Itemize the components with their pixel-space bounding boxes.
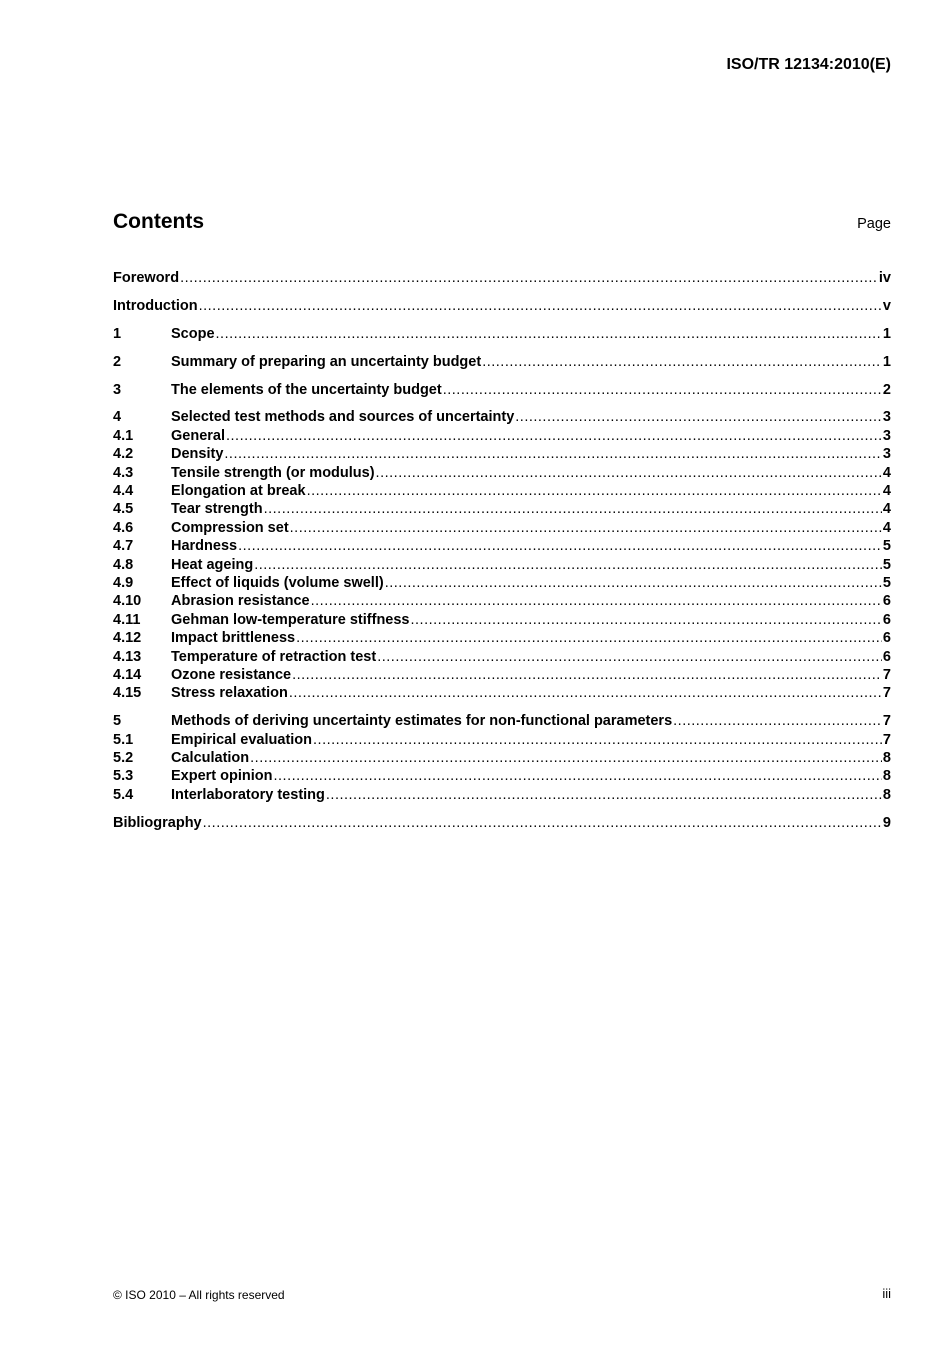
toc-dot-leader	[307, 482, 882, 500]
toc-entry-page: 1	[882, 325, 891, 342]
toc-entry-title: Effect of liquids (volume swell)	[171, 574, 384, 591]
toc-entry-number: 5.1	[113, 731, 134, 748]
toc-entry-title: Stress relaxation	[171, 685, 288, 702]
toc-entry[interactable]	[113, 269, 891, 287]
toc-dot-leader	[226, 427, 882, 445]
toc-entry-title: Calculation	[171, 749, 250, 766]
toc-entry-title: Tear strength	[171, 501, 263, 518]
toc-entry-page: 7	[882, 731, 891, 748]
toc-entry-title: Scope	[171, 325, 215, 342]
toc-dot-leader	[274, 767, 882, 785]
toc-entry-title: Heat ageing	[171, 556, 254, 573]
toc-entry-number: 3	[113, 381, 122, 398]
toc-entry[interactable]	[113, 786, 891, 804]
toc-entry-number: 4	[113, 409, 122, 426]
toc-entry-number: 4.12	[113, 630, 142, 647]
toc-dot-leader	[216, 325, 882, 343]
toc-entry-page: 8	[882, 786, 891, 803]
toc-entry-number: 5.3	[113, 768, 134, 785]
toc-entry-number: 4.4	[113, 483, 134, 500]
toc-dot-leader	[313, 731, 882, 749]
toc-entry-number: 4.2	[113, 446, 134, 463]
toc-entry[interactable]	[113, 814, 891, 832]
toc-entry[interactable]	[113, 767, 891, 785]
toc-dot-leader	[326, 786, 882, 804]
toc-entry[interactable]	[113, 749, 891, 767]
toc-dot-leader	[482, 353, 882, 371]
toc-entry[interactable]	[113, 712, 891, 730]
toc-dot-leader	[377, 648, 882, 666]
toc-dot-leader	[385, 574, 882, 592]
toc-entry-title: Tensile strength (or modulus)	[171, 464, 375, 481]
toc-entry[interactable]	[113, 445, 891, 463]
toc-entry-title: Impact brittleness	[171, 630, 296, 647]
toc-dot-leader	[292, 666, 882, 684]
toc-entry-page: iv	[878, 270, 891, 286]
toc-entry[interactable]	[113, 592, 891, 610]
toc-entry-page: 7	[882, 685, 891, 702]
toc-entry-page: 4	[882, 464, 891, 481]
toc-dot-leader	[376, 464, 882, 482]
toc-entry-number: 4.15	[113, 685, 142, 702]
toc-dot-leader	[254, 556, 882, 574]
toc-entry-title: The elements of the uncertainty budget	[171, 381, 442, 398]
toc-entry[interactable]	[113, 325, 891, 343]
toc-dot-leader	[289, 684, 882, 702]
toc-entry-title: Bibliography	[113, 814, 202, 831]
page-column-label: Page	[857, 216, 891, 232]
toc-entry-page: 8	[882, 768, 891, 785]
toc-entry-page: 5	[882, 538, 891, 555]
toc-entry-page: 3	[882, 409, 891, 426]
toc-dot-leader	[224, 445, 882, 463]
toc-entry[interactable]	[113, 381, 891, 399]
toc-entry-page: 4	[882, 483, 891, 500]
toc-entry-number: 2	[113, 353, 122, 370]
toc-entry-title: Hardness	[171, 538, 238, 555]
toc-entry-number: 5.2	[113, 749, 134, 766]
toc-entry[interactable]	[113, 648, 891, 666]
toc-entry[interactable]	[113, 482, 891, 500]
toc-entry-title: General	[171, 427, 225, 444]
footer-copyright: © ISO 2010 – All rights reserved	[113, 1288, 285, 1302]
toc-entry[interactable]	[113, 556, 891, 574]
toc-entry-title: Expert opinion	[171, 768, 273, 785]
toc-entry-number: 1	[113, 325, 122, 342]
toc-entry-number: 4.5	[113, 501, 134, 518]
toc-entry-title: Gehman low-temperature stiffness	[171, 611, 410, 628]
toc-entry-page: 5	[882, 574, 891, 591]
toc-dot-leader	[180, 269, 878, 287]
toc-entry-page: 7	[882, 713, 891, 730]
toc-entry-title: Introduction	[113, 297, 198, 314]
toc-entry-title: Compression set	[171, 519, 289, 536]
toc-entry-number: 4.11	[113, 611, 141, 628]
toc-entry-number: 4.10	[113, 593, 142, 610]
toc-entry-page: 4	[882, 501, 891, 518]
toc-entry[interactable]	[113, 611, 891, 629]
toc-entry-title: Density	[171, 446, 224, 463]
toc-entry-page: 7	[882, 666, 891, 683]
toc-entry-number: 4.8	[113, 556, 134, 573]
toc-dot-leader	[199, 297, 882, 315]
toc-dot-leader	[443, 381, 882, 399]
toc-entry[interactable]	[113, 684, 891, 702]
toc-entry-number: 4.7	[113, 538, 134, 555]
toc-entry[interactable]	[113, 427, 891, 445]
toc-dot-leader	[290, 519, 882, 537]
toc-entry-page: 8	[882, 749, 891, 766]
toc-entry-page: 3	[882, 427, 891, 444]
toc-entry-title: Methods of deriving uncertainty estimates for non-functional parameters	[171, 713, 673, 730]
toc-entry[interactable]	[113, 519, 891, 537]
toc-entry[interactable]	[113, 353, 891, 371]
toc-dot-leader	[238, 537, 882, 555]
toc-entry-title: Empirical evaluation	[171, 731, 313, 748]
toc-entry-page: 3	[882, 446, 891, 463]
toc-entry-title: Temperature of retraction test	[171, 648, 377, 665]
toc-entry[interactable]	[113, 297, 891, 315]
toc-entry[interactable]	[113, 500, 891, 518]
toc-entry-title: Foreword	[113, 270, 180, 286]
toc-entry-title: Summary of preparing an uncertainty budget	[171, 353, 482, 370]
toc-entry-page: v	[882, 297, 891, 314]
toc-entry[interactable]	[113, 666, 891, 684]
toc-entry-title: Interlaboratory testing	[171, 786, 325, 803]
toc-entry-number: 5	[113, 713, 122, 730]
toc-entry[interactable]	[113, 464, 891, 482]
toc-entry[interactable]	[113, 574, 891, 592]
toc-dot-leader	[311, 592, 882, 610]
toc-entry-page: 9	[882, 814, 891, 831]
footer-page-number: iii	[882, 1286, 891, 1301]
toc-entry-page: 1	[882, 353, 891, 370]
toc-entry[interactable]	[113, 537, 891, 555]
toc-dot-leader	[264, 500, 882, 518]
toc-dot-leader	[250, 749, 882, 767]
table-of-contents	[113, 269, 891, 832]
toc-dot-leader	[673, 712, 882, 730]
toc-dot-leader	[296, 629, 882, 647]
toc-dot-leader	[203, 814, 882, 832]
toc-dot-leader	[515, 408, 882, 426]
toc-entry-title: Elongation at break	[171, 483, 306, 500]
toc-entry[interactable]	[113, 731, 891, 749]
toc-entry-number: 4.3	[113, 464, 134, 481]
toc-entry-title: Abrasion resistance	[171, 593, 310, 610]
toc-entry-number: 4.14	[113, 666, 142, 683]
toc-entry-page: 2	[882, 381, 891, 398]
toc-entry-page: 4	[882, 519, 891, 536]
toc-dot-leader	[411, 611, 882, 629]
toc-entry-page: 6	[882, 593, 891, 610]
toc-entry-page: 5	[882, 556, 891, 573]
toc-entry-title: Ozone resistance	[171, 666, 292, 683]
toc-entry-page: 6	[882, 648, 891, 665]
toc-entry[interactable]	[113, 629, 891, 647]
toc-entry-number: 5.4	[113, 786, 134, 803]
toc-entry-number: 4.9	[113, 574, 134, 591]
toc-entry[interactable]	[113, 408, 891, 426]
toc-entry-number: 4.13	[113, 648, 142, 665]
toc-entry-page: 6	[882, 630, 891, 647]
document-id: ISO/TR 12134:2010(E)	[726, 56, 891, 73]
toc-entry-number: 4.6	[113, 519, 134, 536]
contents-heading: Contents	[113, 210, 204, 233]
toc-entry-number: 4.1	[113, 427, 134, 444]
toc-entry-title: Selected test methods and sources of uncertainty	[171, 409, 515, 426]
toc-entry-page: 6	[882, 611, 891, 628]
